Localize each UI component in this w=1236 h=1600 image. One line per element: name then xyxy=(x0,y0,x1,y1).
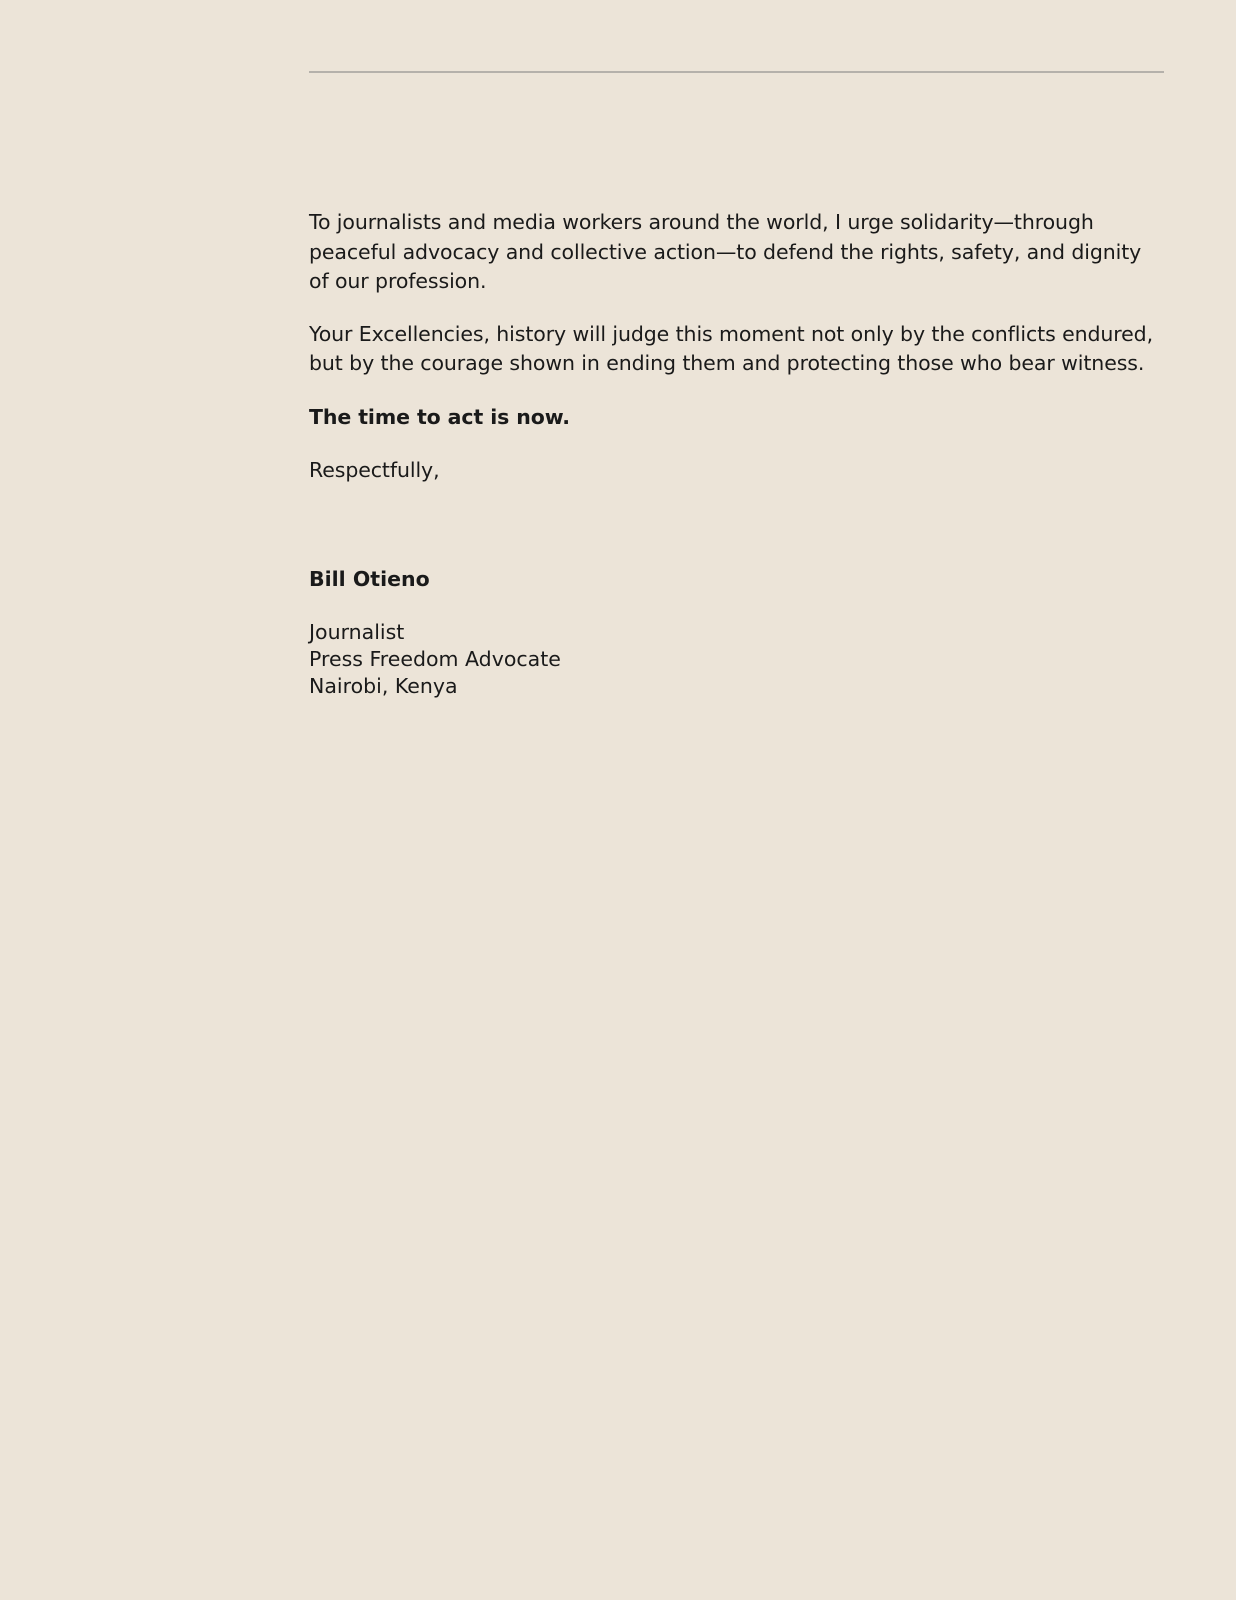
letter-body xyxy=(309,208,1164,486)
letter-page xyxy=(309,0,1164,1600)
signature-block xyxy=(309,566,1164,700)
excellencies-paragraph: Your Excellencies, history will judge this moment not only by the conflicts endured, but by the courage shown in ending them and protecting those who bear witness. xyxy=(309,321,1154,375)
call-to-action: The time to act is now. xyxy=(309,404,570,429)
signatory-role: Press Freedom Advocate xyxy=(309,647,561,671)
header-divider xyxy=(309,71,1164,73)
signatory-location: Nairobi, Kenya xyxy=(309,674,458,698)
signatory-title: Journalist xyxy=(309,620,405,644)
closing-salutation: Respectfully, xyxy=(309,458,440,482)
solidarity-paragraph: To journalists and media workers around the world, I urge solidarity—through peaceful advocacy and collective action—to defend the rights, safety, and dignity of our profession. xyxy=(309,210,1142,293)
signatory-name: Bill Otieno xyxy=(309,567,430,591)
